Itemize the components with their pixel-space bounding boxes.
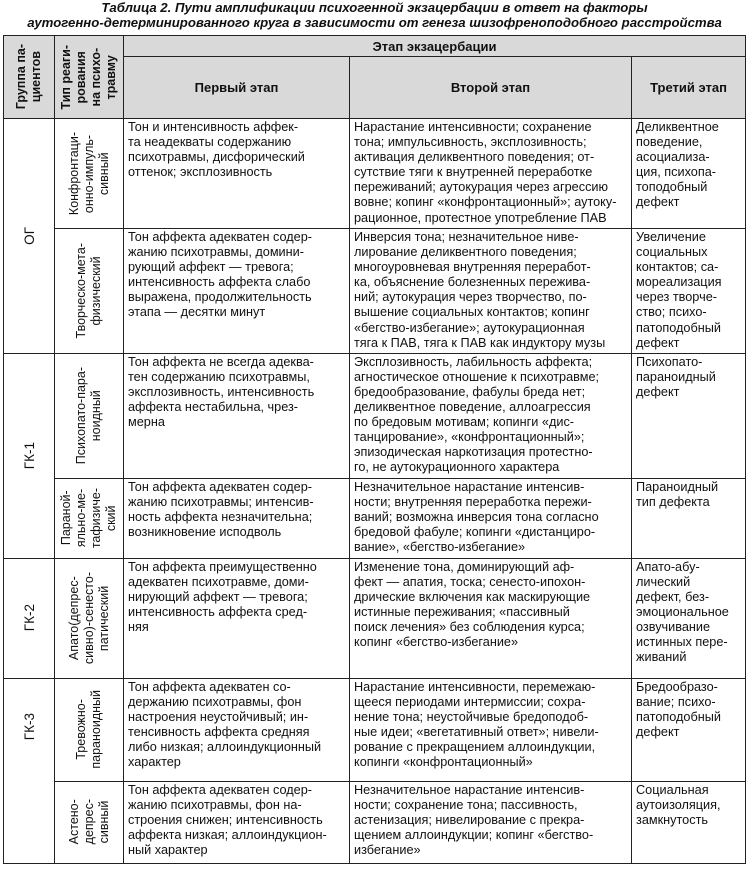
table-row — [4, 353, 746, 478]
stage-3-cell — [632, 119, 746, 229]
type-label: Психопато-пара- ноидный — [74, 367, 103, 465]
data-table — [3, 35, 746, 864]
table-row — [4, 558, 746, 678]
stage-2-cell — [350, 229, 632, 354]
stage-2-text: Эксплозивность, лабильность аффекта; агностическое отношение к психотравме; бредообразование, фабулы бреда нет; деликвентное поведение, аллоагрессия по бредовым мотивам; копинги «дис- танцирование», «конфронтационный»; эпизодическая наркотизация протестно- го, не аутокурационного характера — [354, 354, 600, 475]
table-title-line-2: аутогенно-детерминированного круга в зависимости от генеза шизофреноподобного расстройства — [27, 15, 722, 30]
table-row — [4, 478, 746, 558]
header-stage-2: Второй этап — [350, 57, 632, 119]
header-group-label: Группа па- циентов — [14, 44, 43, 110]
stage-2-text: Незначительное нарастание интенсив- ности; сохранение тона; пассивность, астенизация; нивелирование с прекра- щением аллоиндукции; копинг «бегство- избегание» — [354, 782, 594, 857]
stage-3-text: Социальная аутоизоляция, замкнутость — [636, 782, 721, 827]
type-label: Астено- депрес- сивный — [66, 799, 111, 845]
header-type-label: Тип реаги- рования на психо- травму — [59, 44, 118, 110]
stage-1-text: Тон аффекта не всегда адеква- тен содержанию психотравмы, эксплозивность, интенсивность аффекта нестабильна, чрез- мерна — [128, 354, 315, 430]
stage-2-text: Нарастание интенсивности; сохранение тона; импульсивность, эксплозивность; активация деликвентного поведения; от- сутствие тяги к внутренней переработке переживаний; аутокурация через агрессию вовне; копинг «конфронтационный»; аутоку- рационное, протестное употребление ПАВ — [354, 120, 617, 225]
group-label: ГК-1 — [21, 442, 37, 470]
stage-3-text: Апато-абу- лический дефект, без- эмоциональное озвучивание истинных пере- живаний — [636, 559, 729, 665]
stage-3-text: Психопато- параноидный дефект — [636, 354, 716, 399]
header-stage-3: Третий этап — [632, 57, 746, 119]
stage-2-text: Незначительное нарастание интенсив- ности; внутренняя переработка пережи- ваний; возможна инверсия тона согласно бредовой фабуле; копинги «дистанциро- вание», «бегство-избегание» — [354, 479, 599, 554]
stage-2-cell — [350, 678, 632, 781]
stage-1-text: Тон аффекта адекватен содер- жанию психотравмы; интенсив- ность аффекта незначительна; возникновение исподволь — [128, 479, 314, 539]
table-row — [4, 229, 746, 354]
stage-2-text: Изменение тона, доминирующий аф- фект — апатия, тоска; сенесто-ипохон- дрические включения как маскирующие истинные переживания; «пассивный поиск лечения» без соблюдения курса; копинг «бегство-избегание» — [354, 559, 591, 649]
type-label: Творческо-мета- физический — [74, 243, 103, 339]
stage-2-cell — [350, 119, 632, 229]
type-cell — [55, 119, 124, 229]
stage-1-text: Тон аффекта преимущественно адекватен психотравме, доми- нирующий аффект — тревога; интенсивность аффекта сред- няя — [128, 559, 317, 634]
stage-1-cell — [124, 678, 350, 781]
stage-1-text: Тон аффекта адекватен содер- жанию психотравмы, домини- рующий аффект — тревога; интенсивность аффекта слабо выражена, продолжительность этапа — десятки минут — [128, 230, 312, 320]
header-group — [4, 36, 55, 119]
table-title — [0, 0, 749, 30]
stage-3-cell — [632, 781, 746, 863]
group-label: ГК-3 — [21, 712, 37, 740]
stage-3-text: Бредообразо- вание; психо- патоподобный дефект — [636, 679, 721, 739]
stage-3-cell — [632, 558, 746, 678]
stage-1-cell — [124, 558, 350, 678]
type-cell — [55, 229, 124, 354]
stage-3-cell — [632, 478, 746, 558]
group-cell-gk2 — [4, 558, 55, 678]
group-cell-gk3 — [4, 678, 55, 863]
table-row — [4, 119, 746, 229]
stage-1-text: Тон аффекта адекватен со- держанию психотравмы, фон настроения неустойчивый; ин- тенсивность аффекта средняя либо низкая; аллоиндукционный характер — [128, 679, 322, 769]
type-label: Параной- яльно-ме- тафизиче- ский — [59, 487, 118, 549]
stage-3-text: Увеличение социальных контактов; са- мореализация через творче- ство; психо- патоподобный дефект — [636, 230, 722, 350]
type-label: Конфронтаци- онно-импуль- сивный — [66, 131, 111, 216]
table-row — [4, 781, 746, 863]
header-stage-1: Первый этап — [124, 57, 350, 119]
stage-1-cell — [124, 781, 350, 863]
stage-3-cell — [632, 678, 746, 781]
type-cell — [55, 781, 124, 863]
type-cell — [55, 558, 124, 678]
stage-3-text: Деликвентное поведение, асоциализа- ция, психопа- топодобный дефект — [636, 120, 719, 210]
group-cell-gk1 — [4, 353, 55, 558]
stage-2-text: Нарастание интенсивности, перемежаю- щееся периодами интермиссии; сохра- нение тона; неустойчивые бредоподоб- ные идеи; «вегетативный ответ»; нивели- рование с прекращением аллоиндукции, копинги «конфронтационный» — [354, 679, 599, 769]
stage-2-cell — [350, 353, 632, 478]
stage-3-text: Параноидный тип дефекта — [636, 479, 719, 509]
header-stage: Этап экзацербации — [124, 36, 746, 57]
type-cell — [55, 478, 124, 558]
group-cell-og — [4, 119, 55, 354]
stage-1-cell — [124, 478, 350, 558]
group-label: ОГ — [21, 226, 37, 245]
stage-1-cell — [124, 229, 350, 354]
stage-1-cell — [124, 119, 350, 229]
stage-2-cell — [350, 781, 632, 863]
stage-2-cell — [350, 558, 632, 678]
header-type — [55, 36, 124, 119]
type-label: Тревожно- параноидный — [74, 690, 103, 769]
table-row — [4, 678, 746, 781]
stage-2-cell — [350, 478, 632, 558]
group-label: ГК-2 — [21, 604, 37, 632]
stage-2-text: Инверсия тона; незначительное нивe- лирование деликвентного поведения; многоуровневая внутренняя переработ- ка, объяснение болезненных пережива- ний; аутокурация через творчество, по- вышение социальных контактов; копинг «бегство-избегание»; аутокурационная тяга к ПАВ, тяга к ПАВ как индуктору музы — [354, 230, 606, 350]
type-label: Апато(депрес- сивно)-сенесто- патический — [66, 571, 111, 665]
table-title-line-1: Таблица 2. Пути амплификации психогенной экзацербации в ответ на факторы — [101, 0, 648, 15]
stage-3-cell — [632, 353, 746, 478]
type-cell — [55, 353, 124, 478]
stage-1-cell — [124, 353, 350, 478]
type-cell — [55, 678, 124, 781]
stage-3-cell — [632, 229, 746, 354]
stage-1-text: Тон и интенсивность аффек- та неадекваты содержанию психотравмы, дисфорический оттенок; эксплозивность — [128, 120, 305, 180]
stage-1-text: Тон аффекта адекватен содер- жанию психотравмы, фон на- строения снижен; интенсивность аффекта низкая; аллоиндукцион- ный характер — [128, 782, 327, 857]
